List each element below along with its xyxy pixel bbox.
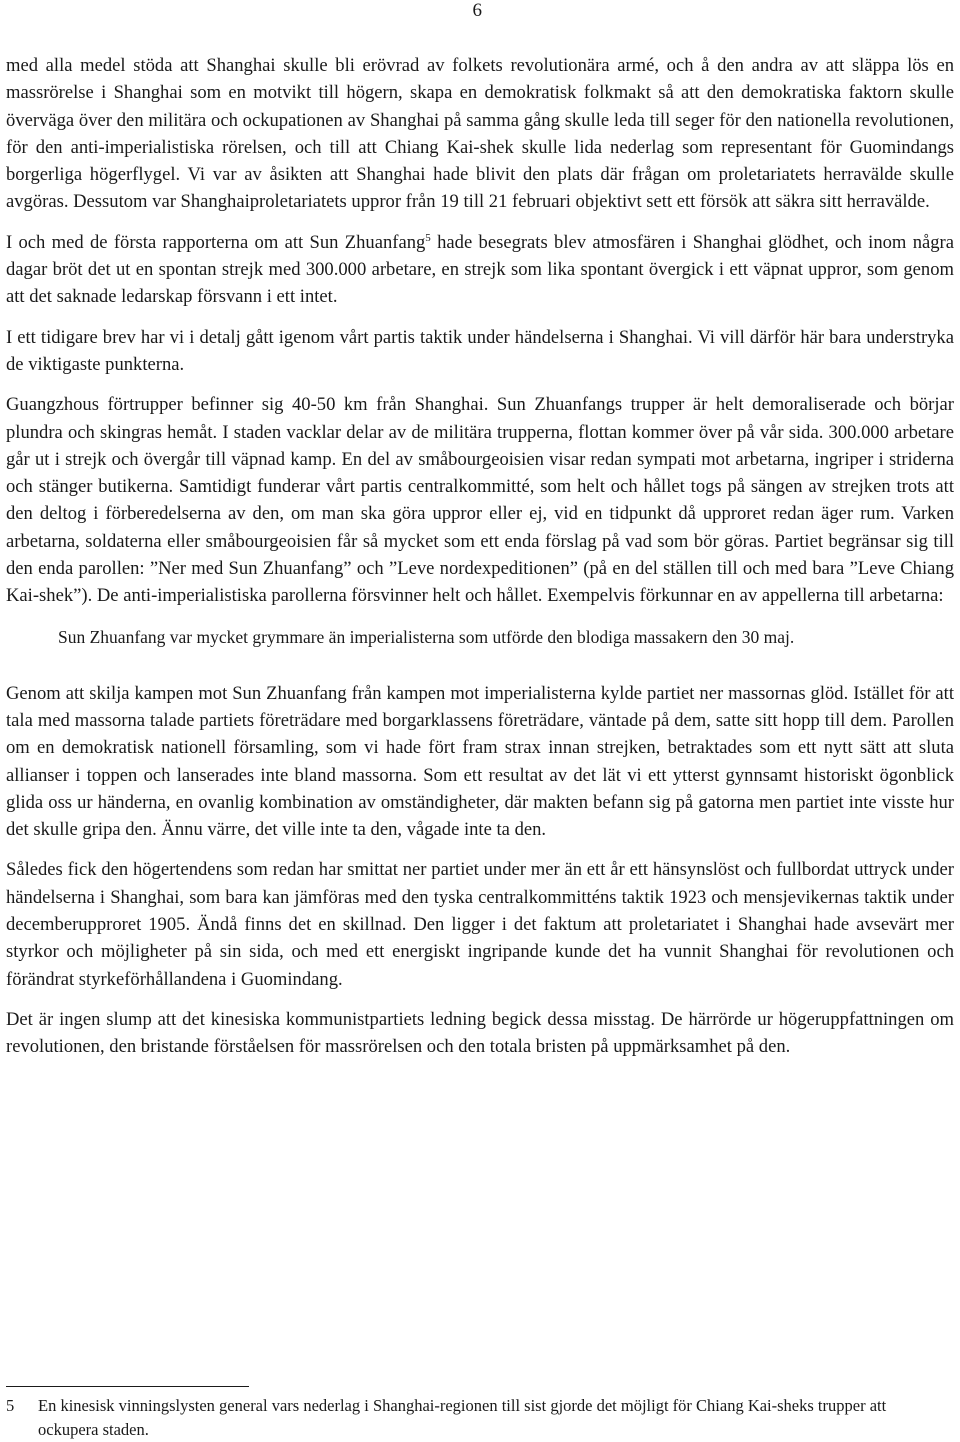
paragraph-2 bbox=[6, 229, 954, 311]
paragraph-5: Genom att skilja kampen mot Sun Zhuanfang från kampen mot imperialisterna kylde partiet ner massornas glöd. Istället för att tala med massorna talade partiets företrädare med borgarklassens företrädare, väntade på dem, satte sitt hopp till dem. Parollen om en demokratisk nationell församling, som vi hade fört fram strax innan strejken, betraktades som ett nytt sätt att sluta allianser i toppen och lanserades inte bland massorna. Som ett resultat av det lät vi ett ytterst gynnsamt historiskt ögonblick glida oss ur händerna, en ovanlig kombination av omständigheter, där makten befann sig på gatorna men partiet inte visste hur det skulle gripa den. Ännu värre, det ville inte ta den, vågade inte ta den. bbox=[6, 682, 954, 841]
footnote-divider bbox=[6, 1386, 249, 1387]
document-page bbox=[6, 0, 954, 1440]
paragraph-1: med alla medel stöda att Shanghai skulle bli erövrad av folkets revolutionära armé, och å den andra av att släppa lös en massrörelse i Shanghai som en motvikt till högern, skapa en demokratisk folkmakt så att den demokratiska faktorn skulle överväga över den militära och ockupationen av Shanghai på samma gång skulle leda till seger för den nationella revolutionen, för den anti-imperialistiska rörelsen, och till att Chiang Kai-shek skulle lida nederlag som representant för Guomindangs borgerliga högerflygel. Vi var av åsikten att Shanghai hade blivit den plats där frågan om proletariatets herravälde skulle avgöras. Dessutom var Shanghaiproletariatets uppror från 19 till 21 februari objektivt sett ett försök att säkra sitt herravälde. bbox=[6, 55, 954, 213]
paragraph-6: Således fick den högertendens som redan har smittat ner partiet under mer än ett år ett hänsynslöst och fullbordat uttryck under händelserna i Shanghai, som bara kan jämföras med den tyska centralkommitténs taktik 1923 och mensjevikernas taktik under decemberupproret 1905. Ändå finns det en skillnad. Den ligger i det faktum att proletariatet i Shanghai hade avsevärt mer styrkor och möjligheter på sin sida, och med ett energiskt ingripande kunde det ha vunnit Shanghai för revolutionen och förändrat styrkeförhållandena i Guomindang. bbox=[6, 859, 954, 990]
body-text bbox=[6, 52, 954, 1074]
paragraph-3: I ett tidigare brev har vi i detalj gått igenom vårt partis taktik under händelserna i Shanghai. Vi vill därför här bara understryka de viktigaste punkterna. bbox=[6, 326, 954, 375]
paragraph-2-text-a: I och med de första rapporterna om att Sun Zhuanfang bbox=[6, 231, 426, 253]
paragraph-2-text-b: hade besegrats blev atmosfären i Shanghai glödhet, och inom några dagar bröt det ut en spontan strejk med 300.000 arbetare, en strejk som lika spontant övergick i ett väpnat uppror, som genom att det saknade ledarskap försvann i ett intet. bbox=[6, 231, 954, 308]
footnote-reference[interactable]: 5 bbox=[425, 231, 431, 244]
footnote-text: En kinesisk vinningslysten general vars nederlag i Shanghai-regionen till sist gjorde det möjligt för Chiang Kai-sheks trupper att ockupera staden. bbox=[38, 1396, 887, 1439]
paragraph-4: Guangzhous förtrupper befinner sig 40-50 km från Shanghai. Sun Zhuanfangs trupper är helt demoraliserade och börjar plundra och skingras hemåt. I staden vacklar delar av de militära trupperna, flottan kommer över på vår sida. 300.000 arbetare går ut i strejk och övergår till väpnad kamp. En del av småbourgeoisien visar redan sympati mot arbetarna, ingriper i striderna och stänger butikerna. Samtidigt funderar vårt partis centralkommitté, som helt och hållet togs på sängen av strejken trots att den deltog i förberedelserna av den, om man ska göra uppror eller ej, vid en tidpunkt då upproret redan äger rum. Varken arbetarna, soldaterna eller småbourgeoisien får så mycket som ett enda förslag på vad som bör göras. Partiet begränsar sig till den enda parollen: ”Ner med Sun Zhuanfang” och ”Leve nordexpeditionen” (på en del ställen till och med bara ”Leve Chiang Kai-shek”). De anti-imperialistiska parollerna försvinner helt och hållet. Exempelvis förkunnar en av appellerna till arbetarna: bbox=[6, 394, 954, 607]
page-number: 6 bbox=[472, 0, 482, 21]
block-quote: Sun Zhuanfang var mycket grymmare än imperialisterna som utförde den blodiga massakern den 30 maj. bbox=[58, 626, 795, 647]
footnote-number: 5 bbox=[6, 1396, 15, 1415]
footnote bbox=[6, 1394, 936, 1442]
paragraph-7: Det är ingen slump att det kinesiska kommunistpartiets ledning begick dessa misstag. De härrörde ur högeruppfattningen om revolutionen, den bristande förståelsen för massrörelsen och den totala bristen på uppmärksamhet på den. bbox=[6, 1008, 954, 1058]
